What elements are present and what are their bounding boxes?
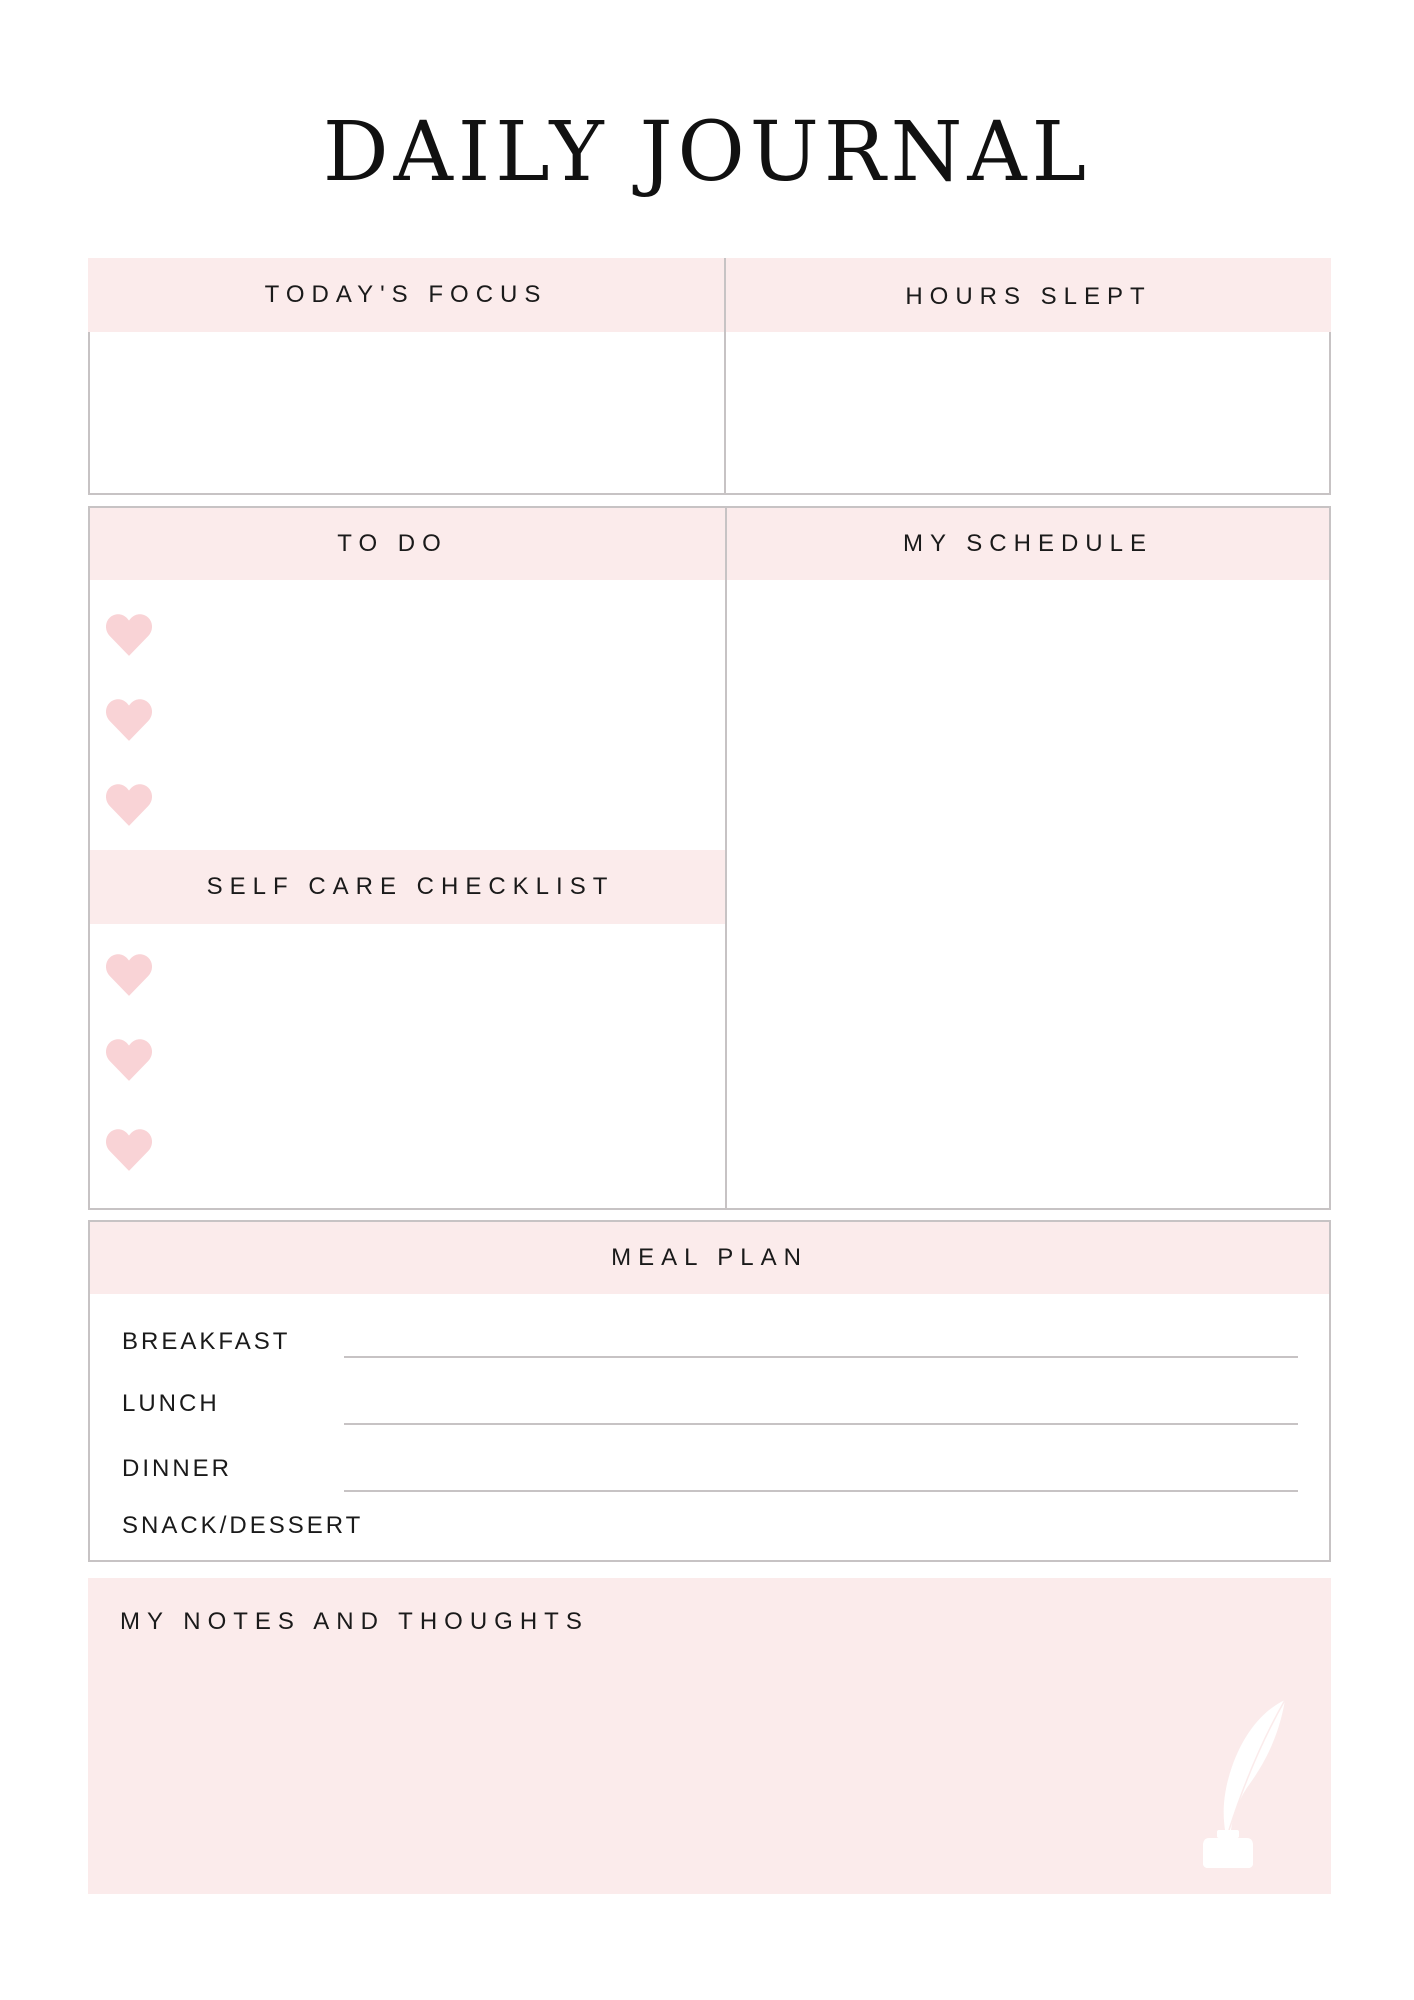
my-schedule-header [727, 508, 1329, 580]
dinner-label: DINNER [122, 1455, 233, 1482]
heart-icon[interactable] [106, 782, 152, 828]
breakfast-label: BREAKFAST [122, 1328, 291, 1355]
self-care-header [90, 850, 725, 924]
dinner-line[interactable] [344, 1490, 1298, 1492]
todays-focus-label: TODAY'S FOCUS [264, 281, 548, 308]
heart-icon[interactable] [106, 1127, 152, 1173]
to-do-label: TO DO [337, 530, 448, 557]
heart-icon[interactable] [106, 952, 152, 998]
heart-icon[interactable] [106, 612, 152, 658]
todays-focus-header [88, 258, 724, 332]
heart-icon[interactable] [106, 697, 152, 743]
my-schedule-area[interactable] [727, 580, 1329, 1208]
quill-inkwell-icon [1199, 1698, 1289, 1868]
meal-plan-label: MEAL PLAN [611, 1244, 808, 1271]
todays-focus-area[interactable] [90, 332, 722, 493]
lunch-line[interactable] [344, 1423, 1298, 1425]
lunch-label: LUNCH [122, 1390, 220, 1417]
hours-slept-header [726, 258, 1331, 332]
snack-dessert-label: SNACK/DESSERT [122, 1512, 364, 1539]
notes-title: MY NOTES AND THOUGHTS [120, 1608, 589, 1635]
hours-slept-area[interactable] [726, 332, 1329, 493]
my-schedule-label: MY SCHEDULE [903, 530, 1153, 557]
breakfast-line[interactable] [344, 1356, 1298, 1358]
notes-panel[interactable] [88, 1578, 1331, 1894]
heart-icon[interactable] [106, 1037, 152, 1083]
hours-slept-label: HOURS SLEPT [905, 283, 1152, 310]
to-do-header [90, 508, 725, 580]
self-care-label: SELF CARE CHECKLIST [206, 873, 615, 900]
meal-plan-header [90, 1222, 1329, 1294]
page-title: DAILY JOURNAL [322, 105, 1092, 200]
